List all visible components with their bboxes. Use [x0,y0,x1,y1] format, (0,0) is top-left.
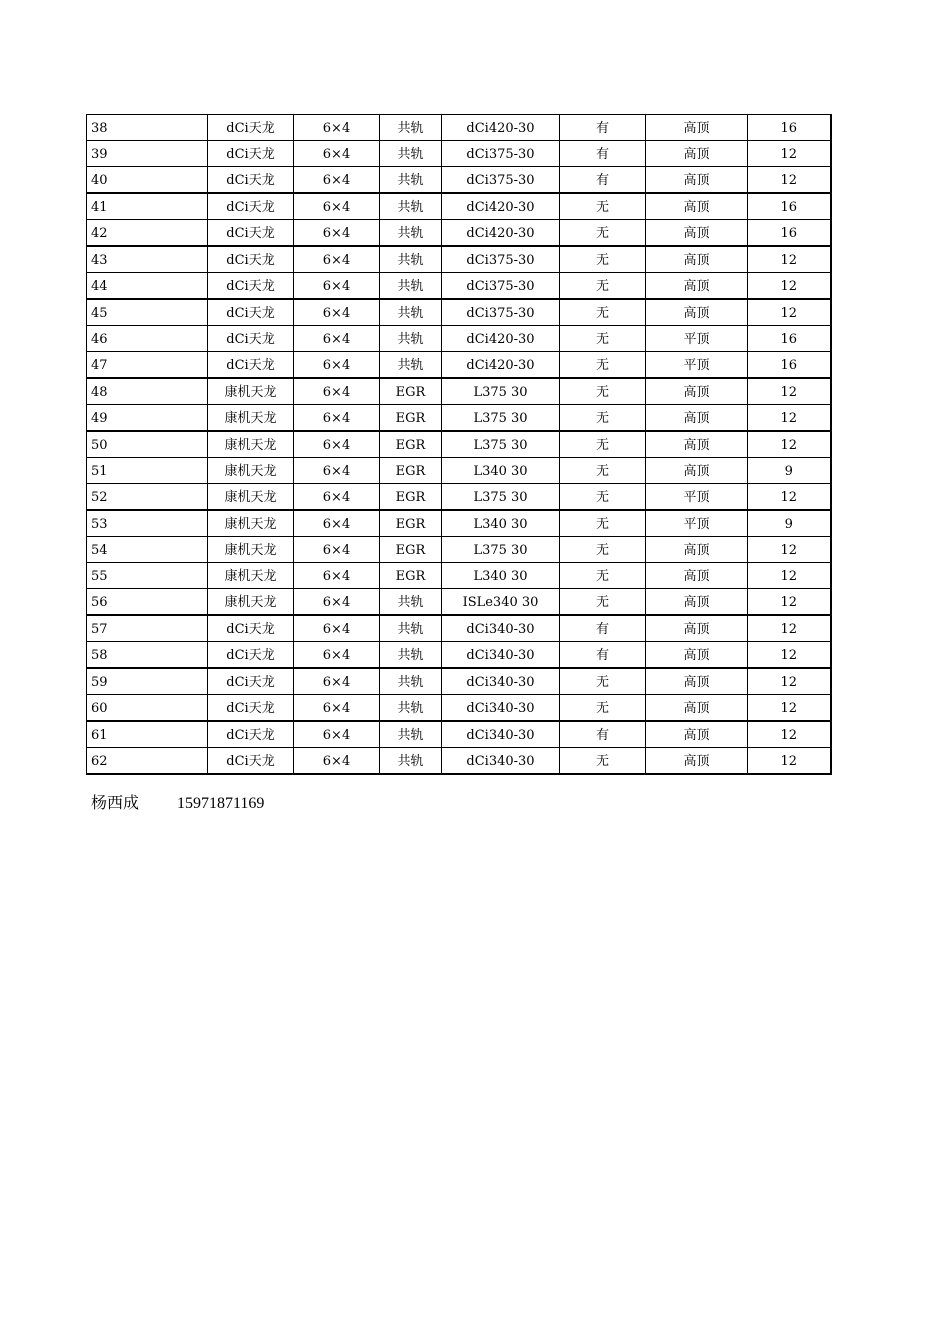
cell-fuel-system: 共轨 [380,695,442,722]
cell-roof-type: 高顶 [646,299,748,326]
cell-roof-type: 高顶 [646,458,748,484]
cell-option-flag: 无 [560,695,646,722]
cell-row-number: 41 [87,193,208,220]
table-row [87,510,831,537]
cell-roof-type: 高顶 [646,405,748,432]
table-row [87,537,831,563]
cell-roof-type: 高顶 [646,695,748,722]
table-row [87,695,831,722]
cell-row-number: 47 [87,352,208,379]
cell-capacity: 12 [748,378,831,405]
cell-capacity: 12 [748,299,831,326]
cell-option-flag: 无 [560,378,646,405]
cell-row-number: 57 [87,615,208,642]
table-row [87,115,831,141]
cell-brand: 康机天龙 [208,510,294,537]
cell-option-flag: 无 [560,326,646,352]
cell-option-flag: 无 [560,405,646,432]
cell-option-flag: 无 [560,748,646,775]
cell-roof-type: 高顶 [646,115,748,141]
cell-capacity: 9 [748,458,831,484]
table-row [87,431,831,458]
table-row [87,589,831,616]
cell-option-flag: 无 [560,193,646,220]
cell-fuel-system: EGR [380,563,442,589]
cell-roof-type: 高顶 [646,167,748,194]
cell-drive-config: 6×4 [294,405,380,432]
cell-brand: dCi天龙 [208,642,294,669]
cell-capacity: 12 [748,405,831,432]
cell-row-number: 40 [87,167,208,194]
cell-brand: dCi天龙 [208,167,294,194]
cell-fuel-system: 共轨 [380,220,442,247]
cell-drive-config: 6×4 [294,668,380,695]
cell-engine-model: dCi340-30 [442,615,560,642]
cell-fuel-system: 共轨 [380,167,442,194]
cell-engine-model: dCi375-30 [442,273,560,300]
table-row [87,273,831,300]
cell-brand: dCi天龙 [208,326,294,352]
cell-option-flag: 无 [560,220,646,247]
cell-row-number: 39 [87,141,208,167]
cell-fuel-system: 共轨 [380,299,442,326]
cell-brand: dCi天龙 [208,668,294,695]
cell-fuel-system: 共轨 [380,642,442,669]
table-body [87,115,831,775]
cell-fuel-system: 共轨 [380,246,442,273]
cell-option-flag: 无 [560,668,646,695]
cell-brand: 康机天龙 [208,378,294,405]
cell-drive-config: 6×4 [294,510,380,537]
cell-roof-type: 高顶 [646,193,748,220]
cell-engine-model: ISLe340 30 [442,589,560,616]
table-row [87,748,831,775]
cell-row-number: 42 [87,220,208,247]
cell-drive-config: 6×4 [294,537,380,563]
cell-row-number: 58 [87,642,208,669]
cell-fuel-system: 共轨 [380,589,442,616]
cell-drive-config: 6×4 [294,748,380,775]
table-row [87,721,831,748]
contact-phone: 15971871169 [177,795,265,812]
cell-brand: 康机天龙 [208,589,294,616]
cell-roof-type: 高顶 [646,537,748,563]
cell-capacity: 12 [748,484,831,511]
table-row [87,668,831,695]
cell-brand: 康机天龙 [208,537,294,563]
cell-drive-config: 6×4 [294,299,380,326]
table-row [87,458,831,484]
cell-capacity: 12 [748,695,831,722]
cell-brand: dCi天龙 [208,246,294,273]
cell-roof-type: 平顶 [646,352,748,379]
cell-fuel-system: 共轨 [380,615,442,642]
cell-drive-config: 6×4 [294,246,380,273]
cell-drive-config: 6×4 [294,193,380,220]
cell-drive-config: 6×4 [294,458,380,484]
cell-brand: dCi天龙 [208,141,294,167]
cell-engine-model: dCi340-30 [442,642,560,669]
cell-engine-model: dCi340-30 [442,668,560,695]
cell-row-number: 43 [87,246,208,273]
cell-engine-model: dCi340-30 [442,748,560,775]
cell-capacity: 12 [748,537,831,563]
cell-fuel-system: 共轨 [380,115,442,141]
vehicle-spec-table [86,114,832,775]
cell-roof-type: 高顶 [646,642,748,669]
cell-roof-type: 平顶 [646,484,748,511]
cell-drive-config: 6×4 [294,352,380,379]
cell-brand: dCi天龙 [208,615,294,642]
cell-engine-model: L375 30 [442,431,560,458]
cell-row-number: 60 [87,695,208,722]
cell-option-flag: 有 [560,141,646,167]
cell-fuel-system: EGR [380,537,442,563]
cell-row-number: 49 [87,405,208,432]
cell-option-flag: 有 [560,721,646,748]
cell-roof-type: 高顶 [646,220,748,247]
contact-footer [91,790,264,813]
cell-drive-config: 6×4 [294,589,380,616]
cell-drive-config: 6×4 [294,115,380,141]
cell-row-number: 44 [87,273,208,300]
cell-brand: 康机天龙 [208,431,294,458]
cell-row-number: 52 [87,484,208,511]
cell-capacity: 12 [748,668,831,695]
cell-roof-type: 高顶 [646,589,748,616]
cell-brand: dCi天龙 [208,273,294,300]
cell-engine-model: dCi420-30 [442,326,560,352]
table-row [87,615,831,642]
cell-brand: dCi天龙 [208,299,294,326]
cell-option-flag: 有 [560,167,646,194]
contact-name: 杨西成 [91,793,140,812]
cell-option-flag: 无 [560,510,646,537]
table-row [87,484,831,511]
cell-capacity: 12 [748,273,831,300]
cell-roof-type: 高顶 [646,615,748,642]
table-row [87,378,831,405]
cell-engine-model: dCi340-30 [442,695,560,722]
cell-engine-model: dCi375-30 [442,141,560,167]
cell-engine-model: L340 30 [442,563,560,589]
cell-option-flag: 无 [560,458,646,484]
cell-drive-config: 6×4 [294,721,380,748]
cell-option-flag: 无 [560,352,646,379]
cell-fuel-system: 共轨 [380,326,442,352]
cell-row-number: 50 [87,431,208,458]
cell-brand: 康机天龙 [208,484,294,511]
cell-fuel-system: 共轨 [380,141,442,167]
table-row [87,326,831,352]
cell-brand: dCi天龙 [208,193,294,220]
cell-roof-type: 高顶 [646,141,748,167]
cell-roof-type: 高顶 [646,721,748,748]
table-row [87,167,831,194]
table-row [87,246,831,273]
cell-engine-model: L375 30 [442,378,560,405]
cell-drive-config: 6×4 [294,563,380,589]
cell-fuel-system: 共轨 [380,273,442,300]
cell-row-number: 54 [87,537,208,563]
cell-engine-model: dCi375-30 [442,299,560,326]
cell-engine-model: dCi420-30 [442,352,560,379]
cell-roof-type: 平顶 [646,510,748,537]
cell-drive-config: 6×4 [294,642,380,669]
cell-engine-model: L375 30 [442,484,560,511]
table-row [87,299,831,326]
cell-engine-model: dCi375-30 [442,246,560,273]
cell-roof-type: 平顶 [646,326,748,352]
cell-capacity: 12 [748,748,831,775]
cell-fuel-system: 共轨 [380,721,442,748]
cell-option-flag: 无 [560,484,646,511]
cell-roof-type: 高顶 [646,273,748,300]
cell-engine-model: L375 30 [442,537,560,563]
cell-drive-config: 6×4 [294,220,380,247]
cell-drive-config: 6×4 [294,431,380,458]
cell-option-flag: 无 [560,273,646,300]
cell-brand: dCi天龙 [208,748,294,775]
cell-drive-config: 6×4 [294,484,380,511]
cell-row-number: 53 [87,510,208,537]
cell-capacity: 16 [748,352,831,379]
table-row [87,193,831,220]
cell-row-number: 55 [87,563,208,589]
table-row [87,405,831,432]
cell-row-number: 62 [87,748,208,775]
cell-brand: dCi天龙 [208,695,294,722]
cell-fuel-system: 共轨 [380,193,442,220]
cell-drive-config: 6×4 [294,167,380,194]
table-row [87,563,831,589]
cell-engine-model: L340 30 [442,510,560,537]
cell-capacity: 12 [748,642,831,669]
cell-drive-config: 6×4 [294,273,380,300]
cell-capacity: 12 [748,246,831,273]
cell-capacity: 9 [748,510,831,537]
cell-roof-type: 高顶 [646,378,748,405]
cell-roof-type: 高顶 [646,748,748,775]
cell-option-flag: 无 [560,563,646,589]
cell-option-flag: 无 [560,246,646,273]
cell-row-number: 45 [87,299,208,326]
cell-option-flag: 无 [560,431,646,458]
cell-fuel-system: EGR [380,458,442,484]
cell-drive-config: 6×4 [294,326,380,352]
cell-drive-config: 6×4 [294,378,380,405]
cell-brand: 康机天龙 [208,405,294,432]
cell-row-number: 51 [87,458,208,484]
cell-drive-config: 6×4 [294,615,380,642]
cell-engine-model: dCi420-30 [442,220,560,247]
cell-option-flag: 无 [560,537,646,563]
cell-capacity: 12 [748,167,831,194]
cell-capacity: 12 [748,431,831,458]
cell-option-flag: 有 [560,115,646,141]
table-row [87,352,831,379]
cell-brand: dCi天龙 [208,352,294,379]
cell-option-flag: 有 [560,615,646,642]
cell-capacity: 16 [748,220,831,247]
cell-fuel-system: EGR [380,405,442,432]
cell-capacity: 12 [748,141,831,167]
cell-fuel-system: 共轨 [380,748,442,775]
cell-capacity: 12 [748,721,831,748]
cell-fuel-system: EGR [380,510,442,537]
cell-drive-config: 6×4 [294,695,380,722]
cell-capacity: 12 [748,589,831,616]
cell-option-flag: 有 [560,642,646,669]
cell-row-number: 46 [87,326,208,352]
cell-brand: dCi天龙 [208,115,294,141]
cell-row-number: 48 [87,378,208,405]
cell-fuel-system: 共轨 [380,352,442,379]
cell-fuel-system: 共轨 [380,668,442,695]
cell-option-flag: 无 [560,589,646,616]
table-row [87,220,831,247]
cell-capacity: 12 [748,615,831,642]
cell-option-flag: 无 [560,299,646,326]
cell-row-number: 38 [87,115,208,141]
cell-engine-model: L375 30 [442,405,560,432]
cell-engine-model: dCi420-30 [442,115,560,141]
cell-fuel-system: EGR [380,484,442,511]
cell-capacity: 16 [748,193,831,220]
cell-capacity: 12 [748,563,831,589]
cell-row-number: 56 [87,589,208,616]
table-row [87,642,831,669]
cell-capacity: 16 [748,115,831,141]
cell-roof-type: 高顶 [646,246,748,273]
cell-brand: 康机天龙 [208,563,294,589]
cell-capacity: 16 [748,326,831,352]
table-row [87,141,831,167]
cell-fuel-system: EGR [380,431,442,458]
cell-row-number: 59 [87,668,208,695]
cell-brand: 康机天龙 [208,458,294,484]
cell-engine-model: dCi420-30 [442,193,560,220]
cell-row-number: 61 [87,721,208,748]
cell-roof-type: 高顶 [646,431,748,458]
cell-engine-model: L340 30 [442,458,560,484]
cell-roof-type: 高顶 [646,563,748,589]
cell-brand: dCi天龙 [208,220,294,247]
cell-engine-model: dCi340-30 [442,721,560,748]
cell-brand: dCi天龙 [208,721,294,748]
cell-engine-model: dCi375-30 [442,167,560,194]
cell-drive-config: 6×4 [294,141,380,167]
cell-roof-type: 高顶 [646,668,748,695]
cell-fuel-system: EGR [380,378,442,405]
